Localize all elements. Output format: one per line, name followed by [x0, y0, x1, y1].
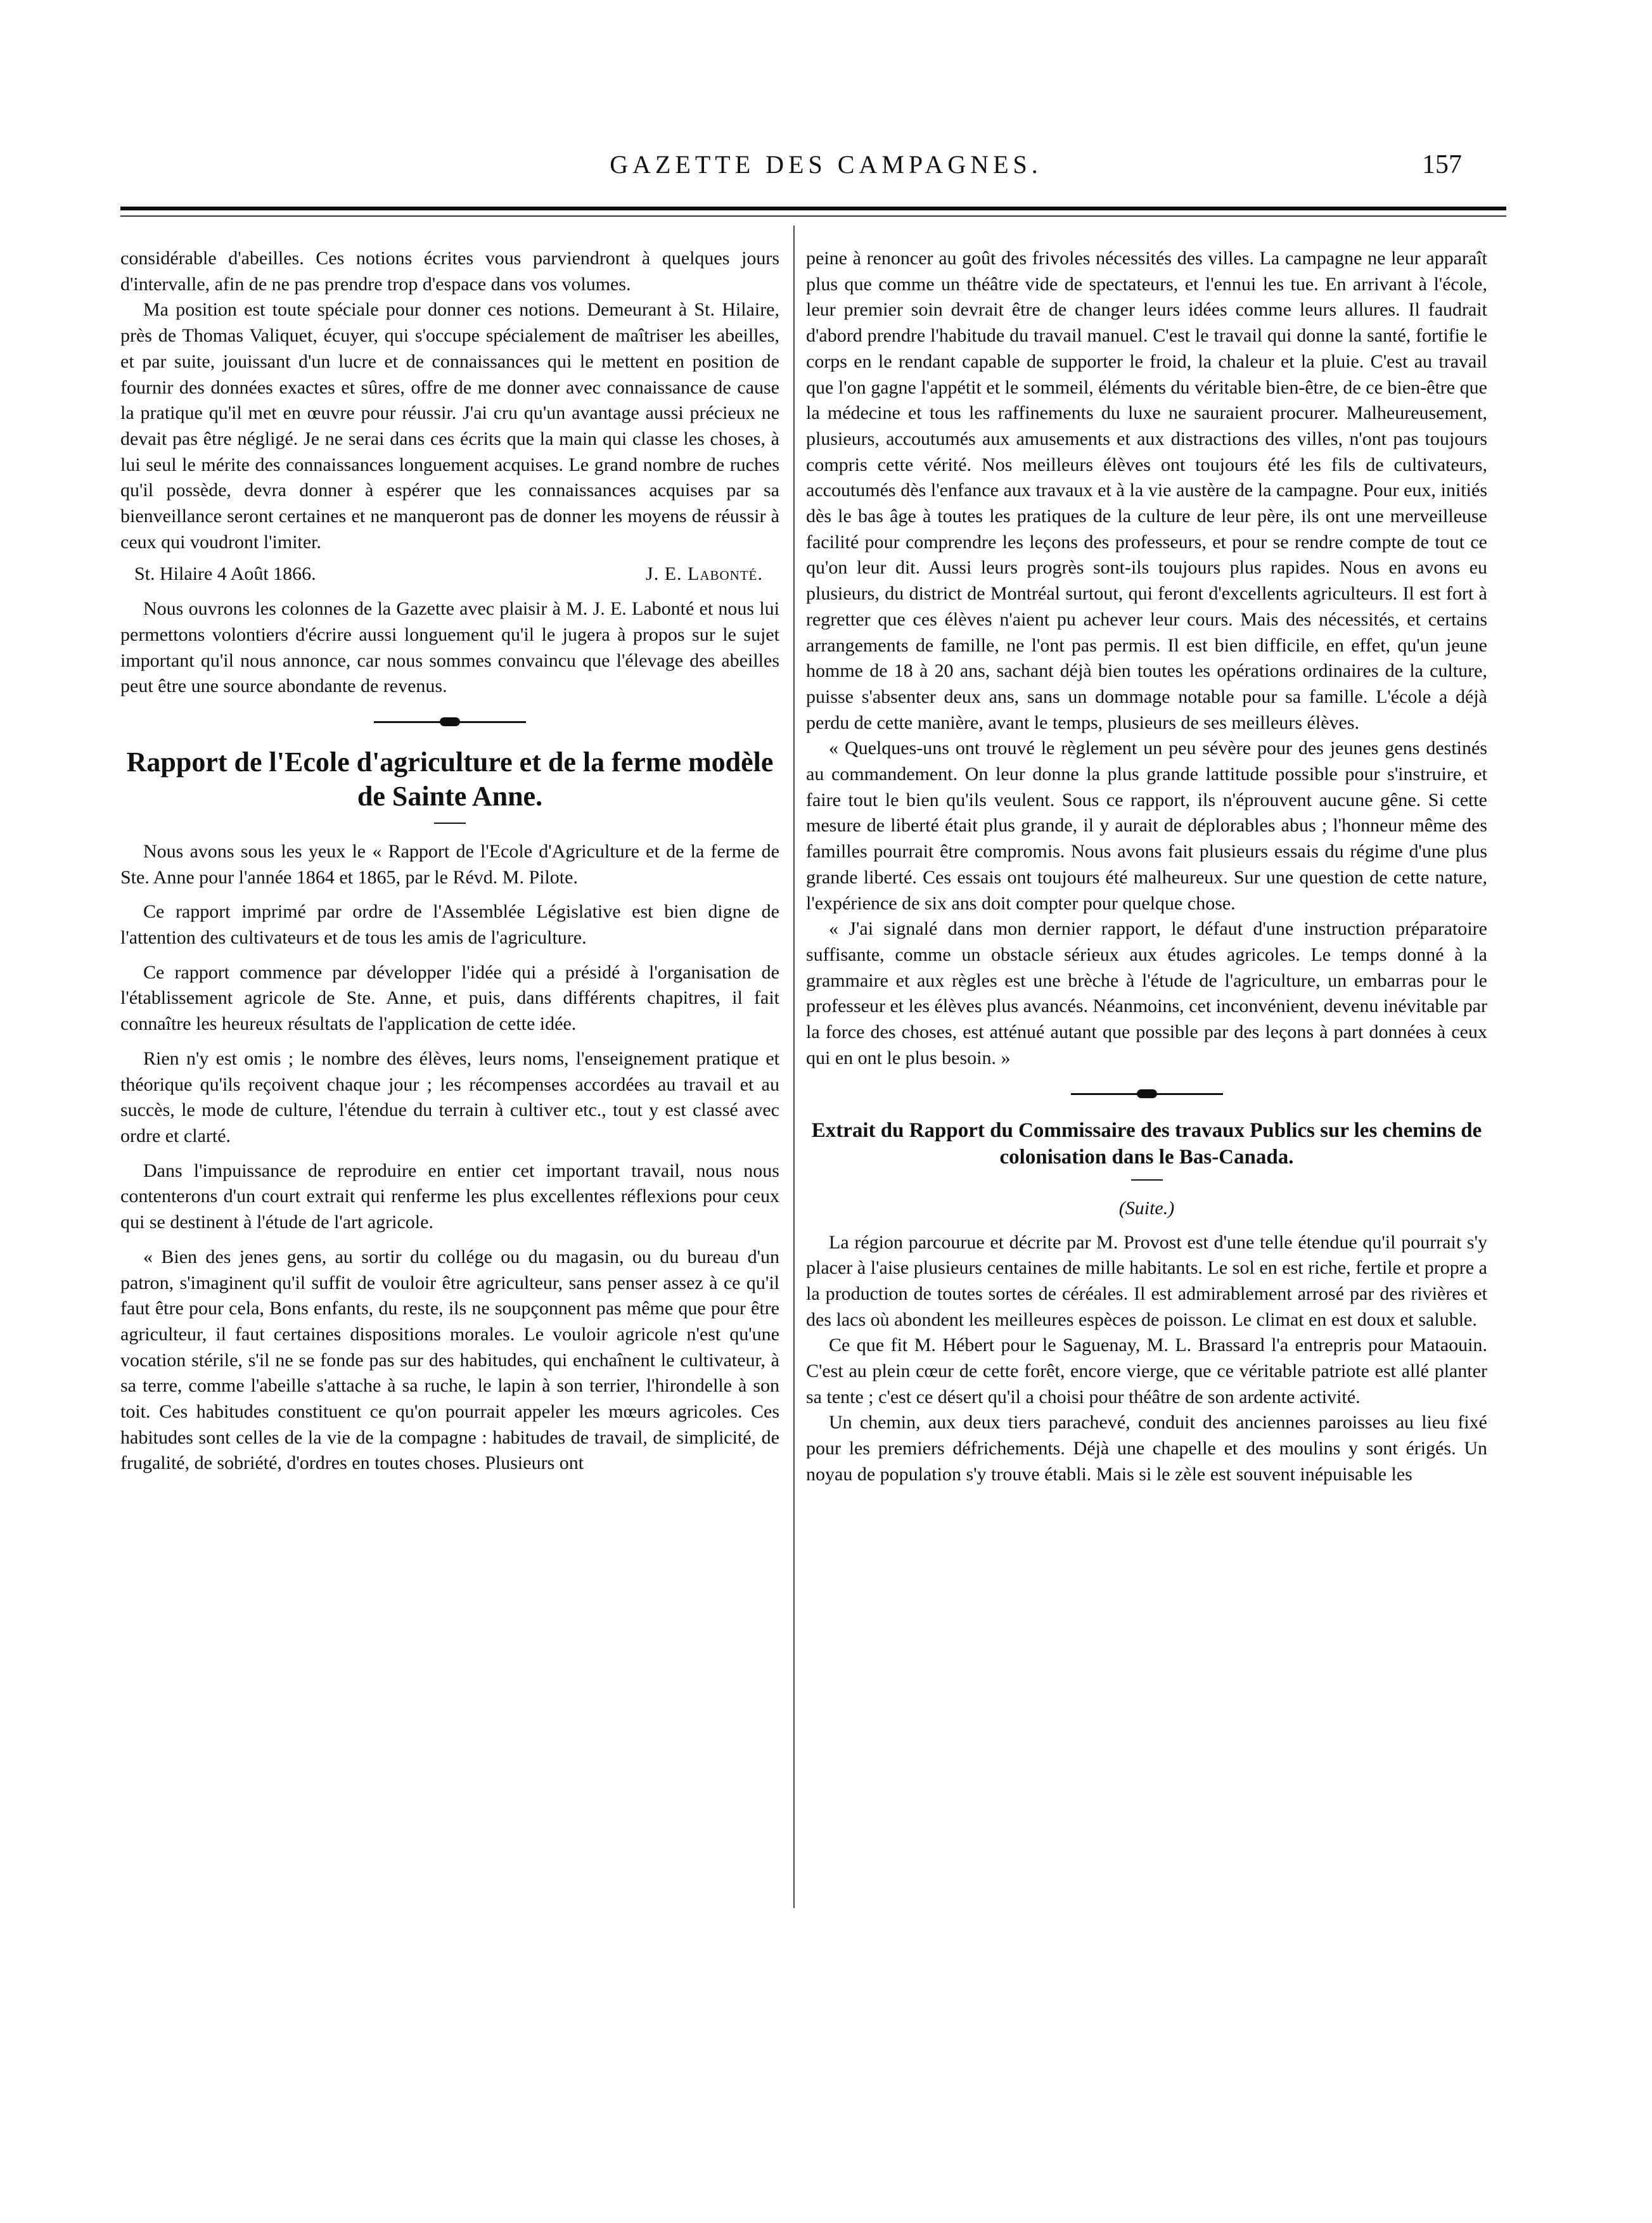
column-divider	[793, 226, 795, 1908]
running-head	[0, 150, 1652, 188]
paragraph: « J'ai signalé dans mon dernier rapport, le défaut d'une instruction préparatoire suffisante, comme un obstacle sérieux aux études agricoles. Le temps donné à la grammaire et aux règles est une brèche à l'étude de l'agriculture, un embarras pour le professeur et les élèves plus avancés. Néanmoins, cet inconvénient, devenu inévitable par la force des choses, est atténué autant que possible par des leçons à part données à ceux qui en ont le plus besoin. »	[806, 918, 1487, 1068]
editor-note: Nous ouvrons les colonnes de la Gazette avec plaisir à M. J. E. Labonté et nous lui permettons volontiers d'écrire aussi longuement qu'il le jugera à propos sur le sujet important qu'il nous annonce, car nous sommes convaincu que l'élevage des abeilles peut être une source abondante de revenus.	[120, 598, 779, 697]
article-heading: Extrait du Rapport du Commissaire des travaux Publics sur les chemins de colonisation dans le Bas-Canada.	[811, 1118, 1482, 1169]
continuation-label: (Suite.)	[1118, 1197, 1175, 1219]
signature-line	[120, 561, 779, 587]
ornamental-divider	[374, 717, 526, 726]
paragraph: Dans l'impuissance de reproduire en entier cet important travail, nous nous contenterons d'un court extrait qui renferme les plus excellentes réflexions pour ceux qui se destinent à l'étude de l'art agricole.	[120, 1160, 779, 1233]
heading-rule	[434, 823, 466, 824]
signature-author: J. E. Labonté.	[646, 563, 763, 585]
paragraph: Ma position est toute spéciale pour donner ces notions. Demeurant à St. Hilaire, près de Thomas Valiquet, écuyer, qui s'occupe spécialement de maîtriser les abeilles, et par suite, jouissant d'un lucre et de connaissances qui le mettent en position de fournir des données exactes et sûres, offre de me donner avec connaissance de cause la pratique qu'il met en œuvre pour réussir. J'ai cru qu'un avantage aussi précieux ne devait pas être négligé. Je ne serai dans ces écrits que la main qui classe les choses, à lui seul le mérite des connaissances longuement acquises. Le grand nombre de ruches qu'il possède, devra donner à espérer que les connaissances acquises par sa bienveillance seront certaines et ne manqueront pas de donner les moyens de réussir à ceux qui voudront l'imiter.	[120, 299, 779, 553]
paragraph: Nous avons sous les yeux le « Rapport de l'Ecole d'Agriculture et de la ferme de Ste. Anne pour l'année 1864 et 1865, par le Révd. M. Pilote.	[120, 840, 779, 888]
paragraph: Rien n'y est omis ; le nombre des élèves, leurs noms, l'enseignement pratique et théorique qu'ils reçoivent chaque jour ; les récompenses accordées au travail et au succès, le mode de culture, l'étendue du terrain à cultiver etc., tout y est classé avec ordre et clarté.	[120, 1047, 779, 1146]
paragraph: « Bien des jenes gens, au sortir du collége ou du magasin, ou du bureau d'un patron, s'imaginent qu'il suffit de vouloir être agriculteur, sans penser assez à ce qu'il faut être pour cela, Bons enfants, du reste, ils ne soupçonnent pas même que pour être agriculteur, il faut certaines dispositions morales. Le vouloir agricole n'est qu'une vocation stérile, s'il ne se fonde pas sur des habitudes, qui enchaînent le cultivateur, à sa terre, comme l'abeille s'attache à sa ruche, le lapin à son terrier, l'hirondelle à son toit. Ces habitudes constituent ce qu'on pourrait appeler les mœurs agricoles. Ces habitudes sont celles de la vie de la compagne : habitudes de travail, de simplicité, de frugalité, de sobriété, d'ordres en toutes choses. Plusieurs ont	[120, 1246, 779, 1474]
running-title: GAZETTE DES CAMPAGNES.	[610, 150, 1042, 179]
paragraph: considérable d'abeilles. Ces notions écrites vous parviendront à quelques jours d'intervalle, afin de ne pas prendre trop d'espace dans vos volumes.	[120, 248, 779, 295]
paragraph: Un chemin, aux deux tiers parachevé, conduit des anciennes paroisses au lieu fixé pour les premiers défrichements. Déjà une chapelle et des moulins y sont érigés. Un noyau de population s'y trouve établi. Mais si le zèle est souvent inépuisable les	[806, 1412, 1487, 1485]
paragraph: peine à renoncer au goût des frivoles nécessités des villes. La campagne ne leur apparaît plus que comme un théâtre vide de spectateurs, et l'ennui les tue. En arrivant à l'école, leur premier soin devrait être de changer leurs idées comme leurs allures. Il faudrait d'abord prendre l'habitude du travail manuel. C'est le travail qui donne la santé, fortifie le corps en le rendant capable de supporter le froid, la chaleur et la pluie. C'est au travail que l'on gagne l'appétit et le sommeil, éléments du véritable bien-être, de ce bien-être que la médecine et tous les raffinements du luxe ne sauraient procurer. Malheureusement, plusieurs, accoutumés aux amusements et aux distractions des villes, n'ont pas toujours compris cette vérité. Nos meilleurs élèves ont toujours été les fils de cultivateurs, accoutumés dès l'enfance aux travaux et à la vie austère de la campagne. Pour eux, initiés dès le bas âge à toutes les pratiques de la culture de leur père, ils ont une merveilleuse facilité pour comprendre les leçons des professeurs, et pour se rendre compte de tout ce qu'on leur dit. Aussi leurs progrès sont-ils toujours plus rapides. Nous en avons eu plusieurs, du district de Montréal surtout, qui feront d'excellents agriculteurs. Il est fort à regretter que ces élèves n'aient pu achever leur cours. Mais des nécessités, et certains arrangements de famille, ne l'ont pas permis. Il est bien difficile, en effet, qu'un jeune homme de 18 à 20 ans, sachant déjà bien toutes les opérations ordinaires de la culture, puisse s'absenter deux ans, sans un dommage notable pour sa famille. L'école a déjà perdu de cette manière, avant le temps, plusieurs de ses meilleurs élèves.	[806, 248, 1487, 733]
right-column	[806, 246, 1487, 1893]
header-rule-thin	[120, 215, 1506, 217]
article-heading: Rapport de l'Ecole d'agriculture et de la ferme modèle de Sainte Anne.	[126, 746, 774, 812]
paragraph: « Quelques-uns ont trouvé le règlement un peu sévère pour des jeunes gens destinés au commandement. On leur donne la plus grande lattitude possible pour s'instruire, et faire tout le bien qu'ils veulent. Sous ce rapport, ils n'éprouvent aucune gêne. Si cette mesure de liberté était plus grande, il y aurait de déplorables abus ; l'honneur même des familles pourrait être compromis. Nous avons fait plusieurs essais du régime d'une plus grande liberté. Ces essais ont toujours été malheureux. Sur une question de cette nature, l'expérience de six ans doit compter pour quelque chose.	[806, 738, 1487, 914]
ornamental-divider	[1071, 1089, 1223, 1098]
heading-rule	[1131, 1179, 1163, 1181]
left-column	[120, 246, 779, 1893]
paragraph: Ce que fit M. Hébert pour le Saguenay, M. L. Brassard l'a entrepris pour Mataouin. C'est au plein cœur de cette forêt, encore vierge, que ce véritable patriote est allé planter sa tente ; c'est ce désert qu'il a choisi pour théâtre de son ardente activité.	[806, 1335, 1487, 1407]
page-number: 157	[1422, 150, 1462, 179]
header-rule-thick	[120, 207, 1506, 210]
paragraph: Ce rapport commence par développer l'idée qui a présidé à l'organisation de l'établissement agricole de Ste. Anne, et puis, dans différents chapitres, il fait connaître les heureux résultats de l'application de cette idée.	[120, 961, 779, 1035]
signature-place-date: St. Hilaire 4 Août 1866.	[134, 563, 316, 585]
paragraph: La région parcourue et décrite par M. Provost est d'une telle étendue qu'il pourrait s'y placer à l'aise plusieurs centaines de mille habitants. Le sol en est riche, fertile et propre a la production de toutes sortes de céréales. Il est admirablement arrosé par des rivières et des lacs où abondent les meilleures espèces de poisson. Le climat en est doux et saluble.	[806, 1231, 1487, 1330]
paragraph: Ce rapport imprimé par ordre de l'Assemblée Législative est bien digne de l'attention des cultivateurs et de tous les amis de l'agriculture.	[120, 901, 779, 949]
